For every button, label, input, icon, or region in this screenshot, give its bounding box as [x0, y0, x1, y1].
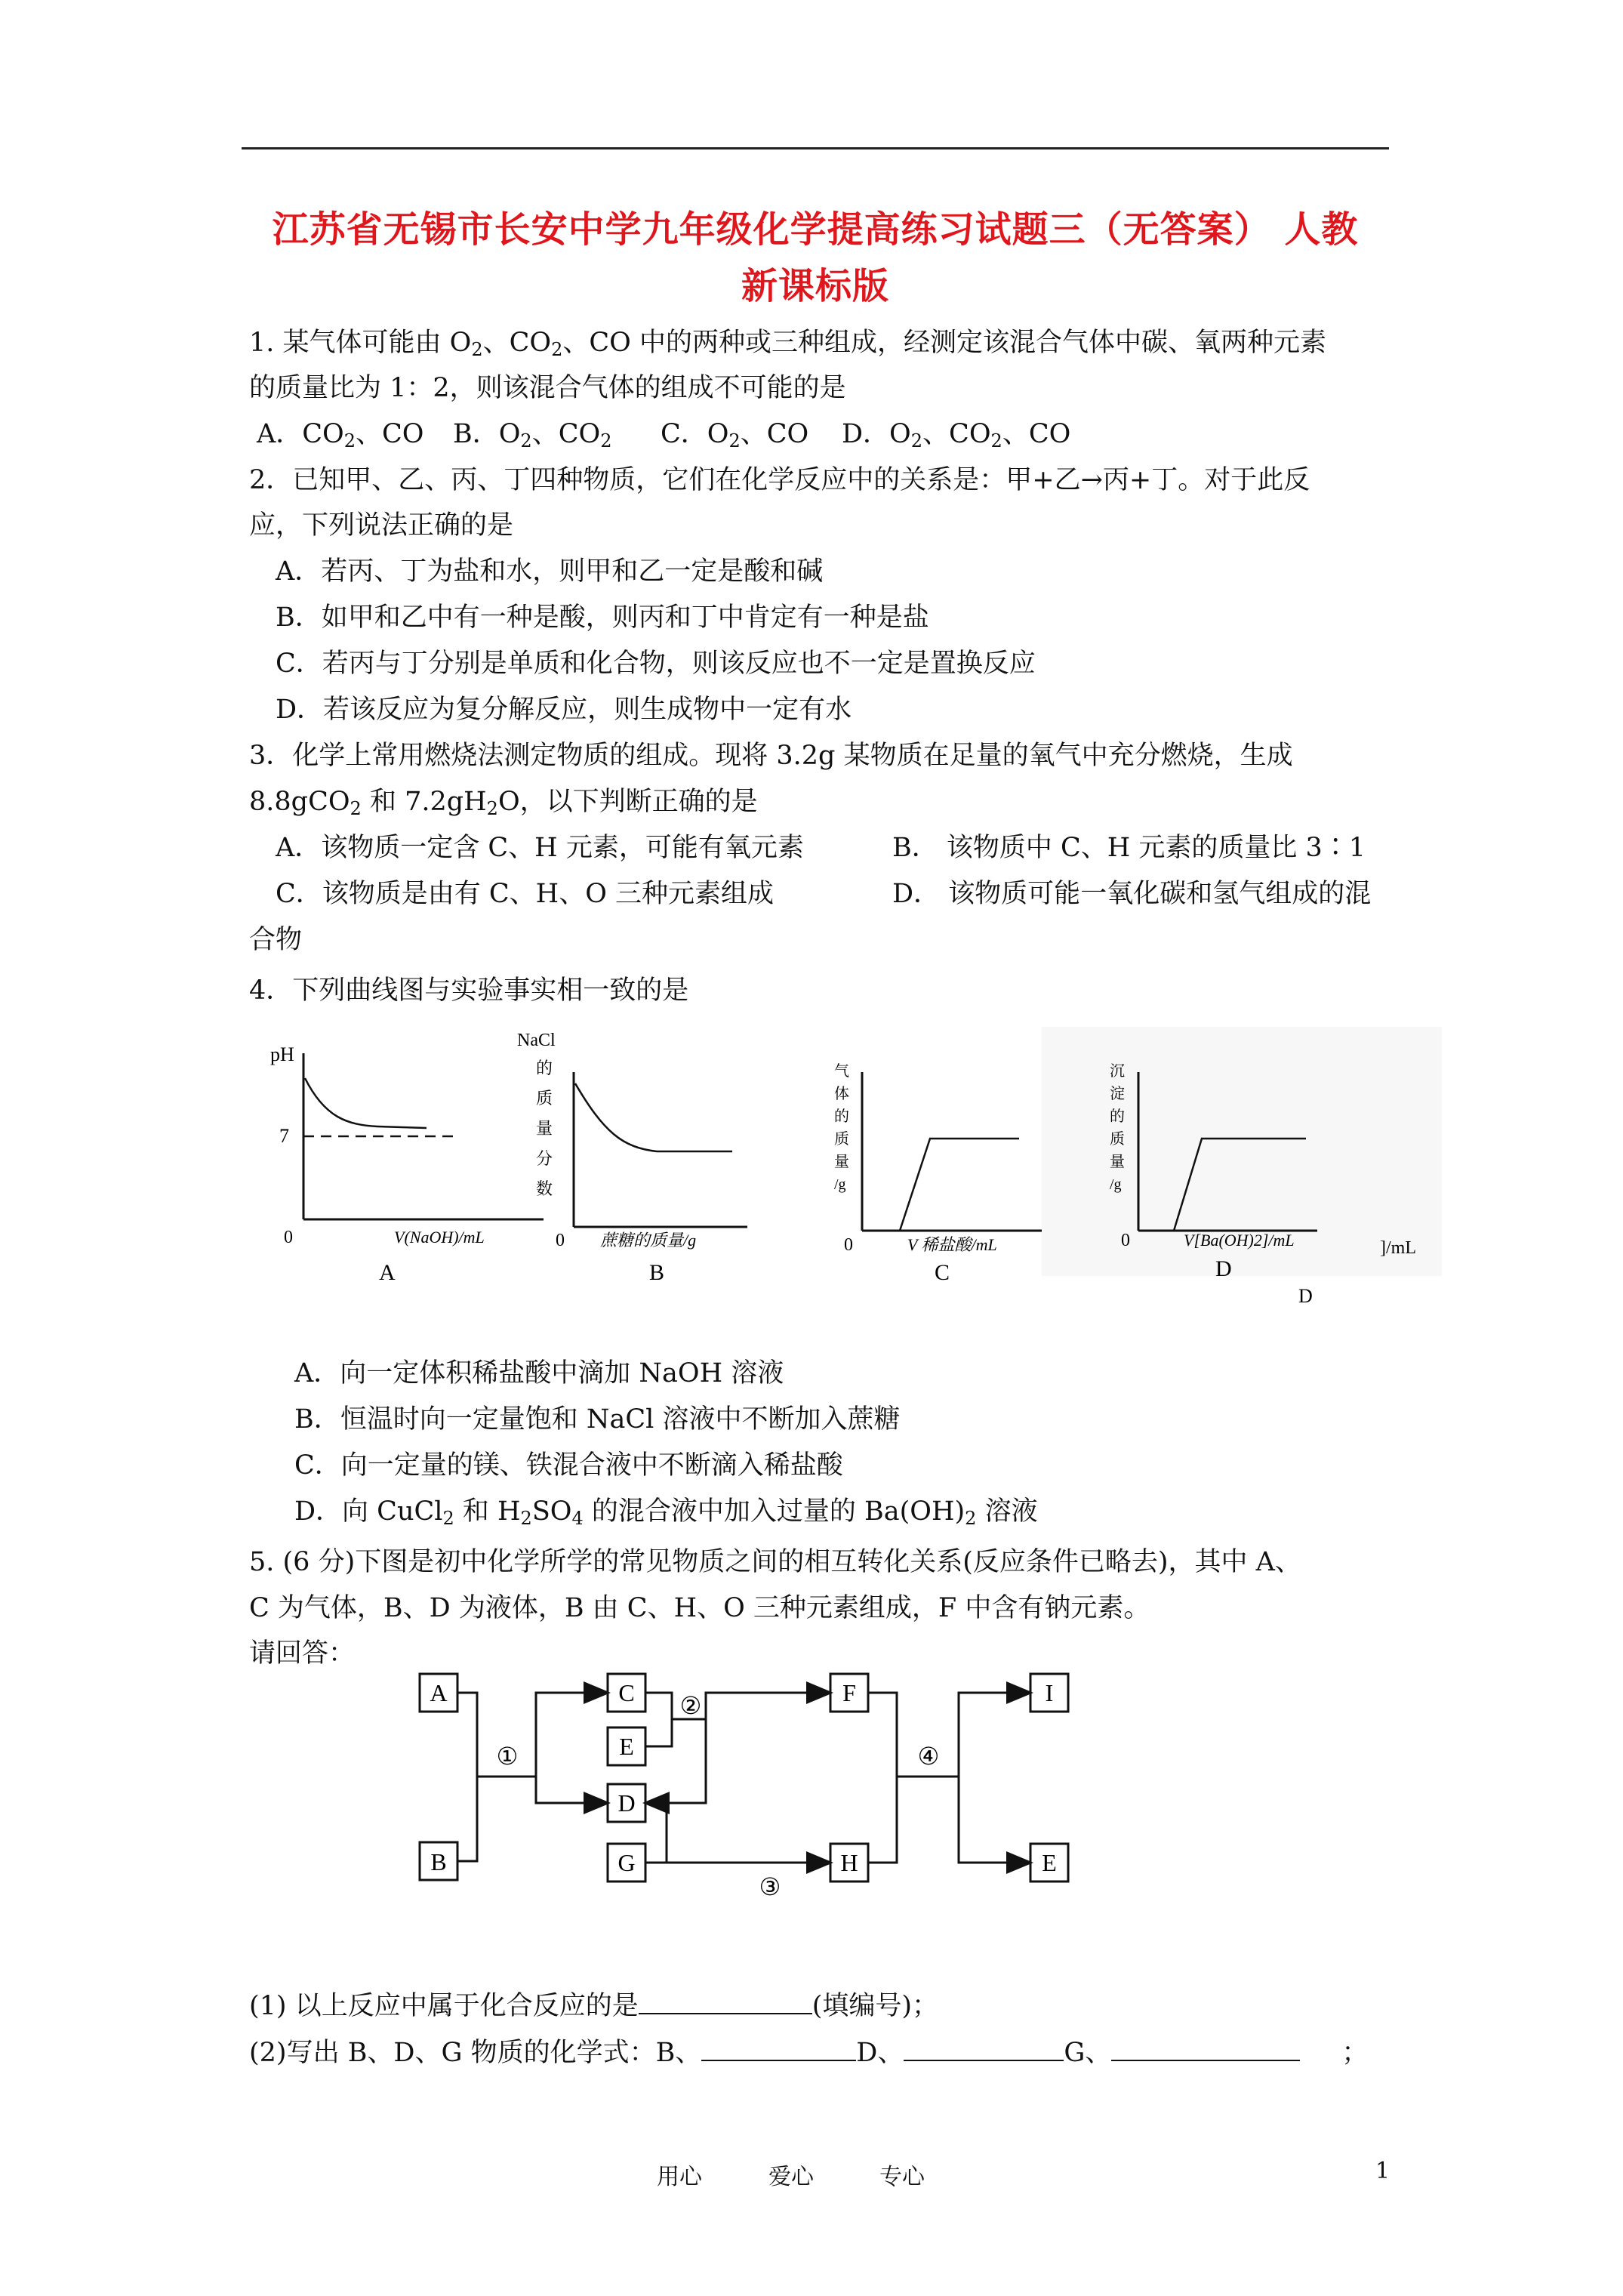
node-h: H [840, 1849, 858, 1876]
graph-b-ylabel-char: 数 [536, 1179, 553, 1198]
graph-d-ylabel-char: 的 [1110, 1108, 1125, 1125]
q2-stem-line1: 2．已知甲、乙、丙、丁四种物质，它们在化学反应中的关系是：甲+乙→丙+丁。对于此反 [249, 465, 1310, 495]
graph-c-ylabel-char: 气 [834, 1063, 849, 1080]
node-e: E [619, 1733, 634, 1760]
graph-a-ref: 7 [279, 1125, 289, 1147]
stray-letter: D [1298, 1285, 1313, 1307]
q5-stem-line2: C 为气体，B、D 为液体，B 由 C、H、O 三种元素组成，F 中含有钠元素。 [249, 1593, 1150, 1623]
graph-a-xlabel: V(NaOH)/mL [394, 1228, 485, 1247]
answer-blank-1[interactable] [639, 1990, 812, 2014]
footer-motto-1: 用心 [657, 2164, 702, 2190]
header-rule [242, 147, 1389, 149]
graph-b-ylabel-char: 分 [536, 1149, 553, 1168]
graph-a [270, 1043, 544, 1285]
q1-option-a: A．$CO_2$、CO [257, 419, 424, 451]
q5-stem-line1: 5. (6 分)下图是初中化学所学的常见物质之间的相互转化关系(反应条件已略去)，其中 A、 [249, 1547, 1301, 1577]
graph-a-caption: A [379, 1260, 396, 1285]
graph-d-xlabel: V[Ba(OH)2]/mL [1184, 1231, 1295, 1250]
q2-option-d: D．若该反应为复分解反应，则生成物中一定有水 [276, 695, 852, 725]
q5-sub2: (2)写出 B、D、G 物质的化学式：B、 D、 G、 ； [249, 2038, 1369, 2068]
footer-motto-2: 爱心 [768, 2164, 814, 2190]
q1-option-d: D．$O_2$、$CO_2$、CO [842, 419, 1071, 451]
q2-option-b: B．如甲和乙中有一种是酸，则丙和丁中肯定有一种是盐 [276, 603, 929, 633]
q4-option-d: D．向 CuCl$_2$ 和 $H_2SO_4$ 的混合液中加入过量的 $Ba(OH)_2$ 溶液 [294, 1496, 1038, 1529]
page-title: 江苏省无锡市长安中学九年级化学提高练习试题三（无答案） 人教 [272, 208, 1359, 251]
reaction-4-label: ④ [917, 1743, 940, 1770]
graph-c [834, 1062, 1042, 1285]
node-b: B [430, 1848, 447, 1875]
graph-d-ylabel-char: 质 [1110, 1131, 1125, 1148]
graph-b-caption: B [649, 1260, 665, 1285]
stray-label: ]/mL [1380, 1238, 1416, 1258]
answer-blank-g[interactable] [1111, 2037, 1300, 2061]
graph-d-ylabel-char: 沉 [1110, 1063, 1125, 1080]
graph-c-ylabel-char: 的 [834, 1108, 849, 1125]
graph-b-origin: 0 [556, 1231, 565, 1250]
graph-b-xlabel: 蔗糖的质量/g [600, 1231, 697, 1250]
graph-d-ylabel-char: 淀 [1110, 1086, 1125, 1102]
q5-stem-line3: 请回答： [249, 1638, 356, 1669]
node-g: G [617, 1849, 636, 1876]
node-e2: E [1042, 1849, 1057, 1876]
node-a: A [430, 1679, 448, 1706]
q1-option-c: C．$O_2$、CO [661, 419, 809, 451]
q3-option-a: A．该物质一定含 C、H 元素，可能有氧元素 [276, 833, 804, 863]
graph-c-ylabel-char: 量 [834, 1154, 849, 1170]
q1-stem-line2: 的质量比为 1：2，则该混合气体的组成不可能的是 [249, 373, 846, 403]
footer-motto-3: 专心 [879, 2164, 925, 2190]
q2-stem-line2: 应，下列说法正确的是 [249, 510, 514, 541]
graph-a-ylabel: pH [270, 1043, 294, 1065]
graph-b-ylabel-char: 质 [536, 1089, 553, 1108]
q3-stem-line1: 3．化学上常用燃烧法测定物质的组成。现将 3.2g 某物质在足量的氧气中充分燃烧，生成 [249, 741, 1293, 771]
q4-graphs-figure [257, 1019, 1442, 1314]
reaction-2-label: ② [679, 1692, 702, 1719]
page-number: 1 [1375, 2158, 1390, 2184]
graph-b-ylabel-char: 量 [536, 1119, 553, 1138]
graph-d-caption: D [1215, 1256, 1232, 1281]
graph-c-ylabel-char: 体 [834, 1086, 849, 1102]
q4-stem: 4．下列曲线图与实验事实相一致的是 [249, 975, 689, 1006]
graph-d-ylabel-char: 量 [1110, 1154, 1125, 1170]
graph-b-ylabel-top: NaCl [517, 1031, 556, 1050]
graph-c-caption: C [935, 1260, 950, 1285]
answer-blank-d[interactable] [904, 2037, 1064, 2061]
q1-option-b: B．$O_2$、$CO_2$ [453, 419, 612, 451]
q3-option-d-cont: 合物 [249, 925, 303, 955]
graph-d-origin: 0 [1121, 1231, 1130, 1250]
node-c: C [618, 1679, 635, 1706]
q3-stem-line2: 8.8gCO$_2$ 和 $7.2gH_2O$，以下判断正确的是 [249, 787, 758, 819]
q2-option-c: C．若丙与丁分别是单质和化合物，则该反应也不一定是置换反应 [276, 649, 1036, 679]
graph-b-ylabel-char: 的 [536, 1059, 553, 1077]
q2-option-a: A．若丙、丁为盐和水，则甲和乙一定是酸和碱 [276, 556, 824, 587]
graph-a-origin: 0 [284, 1228, 293, 1247]
reaction-1-label: ① [496, 1743, 519, 1770]
graph-c-ylabel-char: 质 [834, 1131, 849, 1148]
page-title-cont: 新课标版 [741, 265, 889, 307]
q3-option-b: B． 该物质中 C、H 元素的质量比 3∶1 [892, 833, 1366, 863]
answer-blank-b[interactable] [701, 2037, 856, 2061]
q4-option-c: C．向一定量的镁、铁混合液中不断滴入稀盐酸 [294, 1450, 843, 1481]
graph-c-xlabel: V 稀盐酸/mL [907, 1235, 997, 1254]
q3-option-d: D． 该物质可能一氧化碳和氢气组成的混 [892, 879, 1372, 909]
q5-sub1: (1) 以上反应中属于化合反应的是 (填编号)； [249, 1991, 939, 2021]
graph-b [517, 1031, 747, 1285]
graph-c-origin: 0 [844, 1235, 853, 1255]
q4-option-a: A．向一定体积稀盐酸中滴加 NaOH 溶液 [294, 1358, 784, 1388]
q4-option-b: B．恒温时向一定量饱和 NaCl 溶液中不断加入蔗糖 [294, 1404, 901, 1435]
q1-stem-line1: 1. 某气体可能由 $O_2$、$CO_2$、CO 中的两种或三种组成，经测定该混合气体中碳、氧两种元素 [249, 328, 1326, 360]
q5-reaction-diagram [408, 1665, 1087, 1914]
graph-d-ylabel-char: /g [1110, 1176, 1122, 1193]
node-i: I [1045, 1679, 1054, 1706]
node-d: D [617, 1789, 636, 1817]
graph-c-ylabel-char: /g [834, 1176, 846, 1193]
node-f: F [842, 1679, 856, 1706]
q3-option-c: C．该物质是由有 C、H、O 三种元素组成 [276, 879, 775, 909]
reaction-3-label: ③ [759, 1873, 781, 1900]
